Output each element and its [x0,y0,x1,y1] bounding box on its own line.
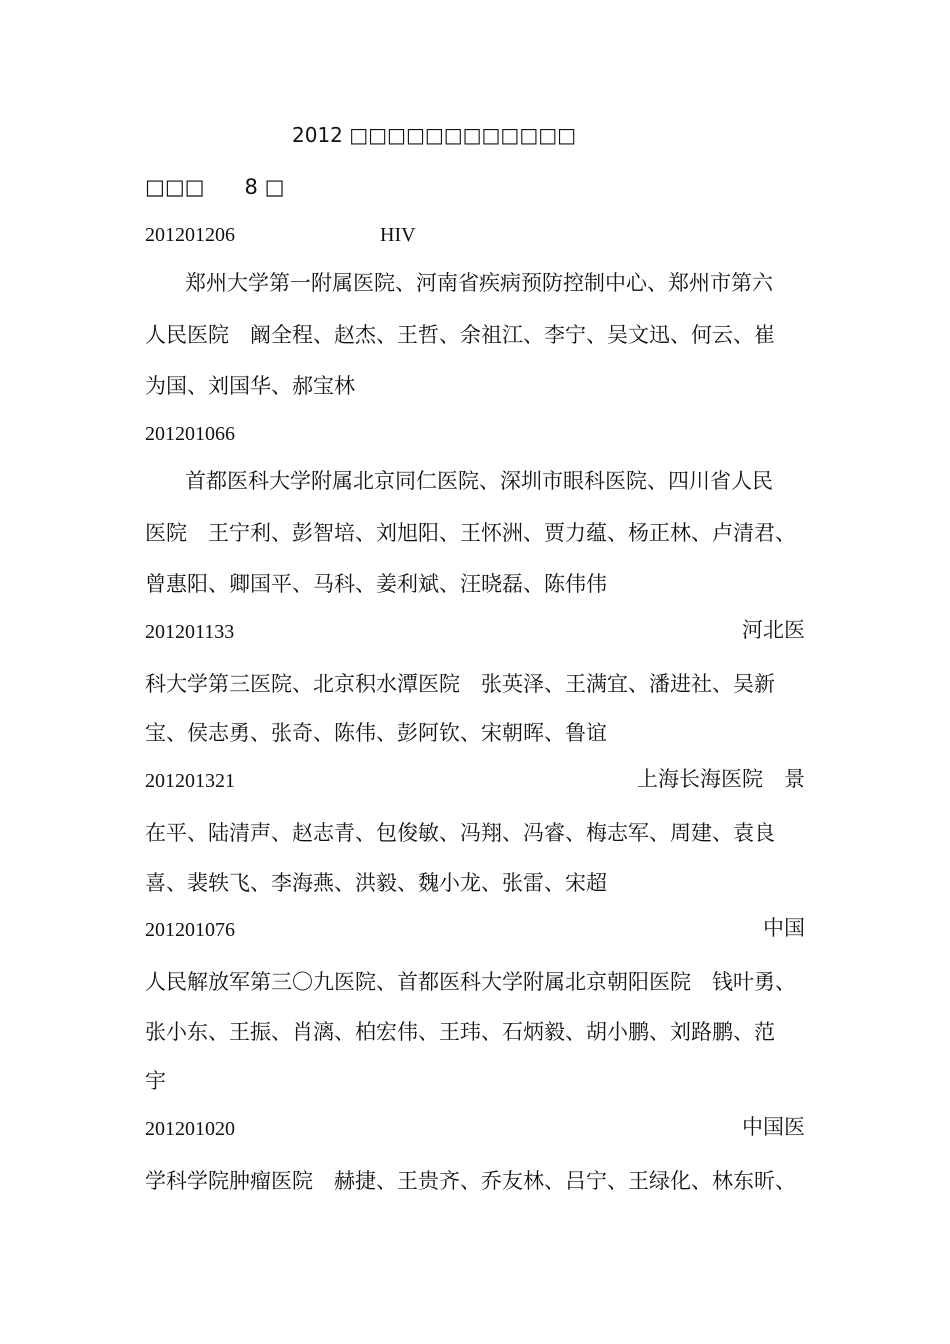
entry-line: 宇 [145,1069,166,1093]
entry-id: 201201133 [145,621,235,643]
entry-id: 201201321 [145,770,235,792]
entry-line: 人民医院 阚全程、赵杰、王哲、余祖江、李宁、吴文迅、何云、崔 [145,323,775,347]
entry-id: 201201206 [145,224,235,246]
subheading-label: □□□ [145,175,205,199]
entry-id: 201201020 [145,1118,235,1140]
subheading-value: 8 □ [244,175,285,199]
entry-line: 科大学第三医院、北京积水潭医院 张英泽、王满宜、潘进社、吴新 [145,672,775,696]
subheading [145,174,284,200]
entry-line: 宝、侯志勇、张奇、陈伟、彭阿钦、宋朝晖、鲁谊 [145,721,607,745]
entry-line-tail: 中国医 [742,1115,805,1139]
entry-line-tail: 上海长海医院 景 [637,767,805,791]
entry-line: 医院 王宁利、彭智培、刘旭阳、王怀洲、贾力蕴、杨正林、卢清君、 [145,521,796,545]
entry-line: 在平、陆清声、赵志青、包俊敏、冯翔、冯睿、梅志军、周建、袁良 [145,821,775,845]
entry-id: 201201066 [145,423,235,445]
entry-line: 学科学院肿瘤医院 赫捷、王贵齐、乔友林、吕宁、王绿化、林东昕、 [145,1169,796,1193]
entry-line: 郑州大学第一附属医院、河南省疾病预防控制中心、郑州市第六 [185,271,773,295]
document-title: 2012 □□□□□□□□□□□□ [292,123,577,147]
entry-line: 人民解放军第三〇九医院、首都医科大学附属北京朝阳医院 钱叶勇、 [145,970,796,994]
entry-line: 为国、刘国华、郝宝林 [145,374,355,398]
entry-topic: HIV [380,224,416,246]
entry-line: 曾惠阳、卿国平、马科、姜利斌、汪晓磊、陈伟伟 [145,572,607,596]
entry-line: 喜、裴轶飞、李海燕、洪毅、魏小龙、张雷、宋超 [145,871,607,895]
entry-line-tail: 河北医 [742,618,805,642]
entry-line: 首都医科大学附属北京同仁医院、深圳市眼科医院、四川省人民 [185,469,773,493]
entry-line-tail: 中国 [763,916,805,940]
entry-line: 张小东、王振、肖漓、柏宏伟、王玮、石炳毅、胡小鹏、刘路鹏、范 [145,1020,775,1044]
entry-id: 201201076 [145,919,235,941]
